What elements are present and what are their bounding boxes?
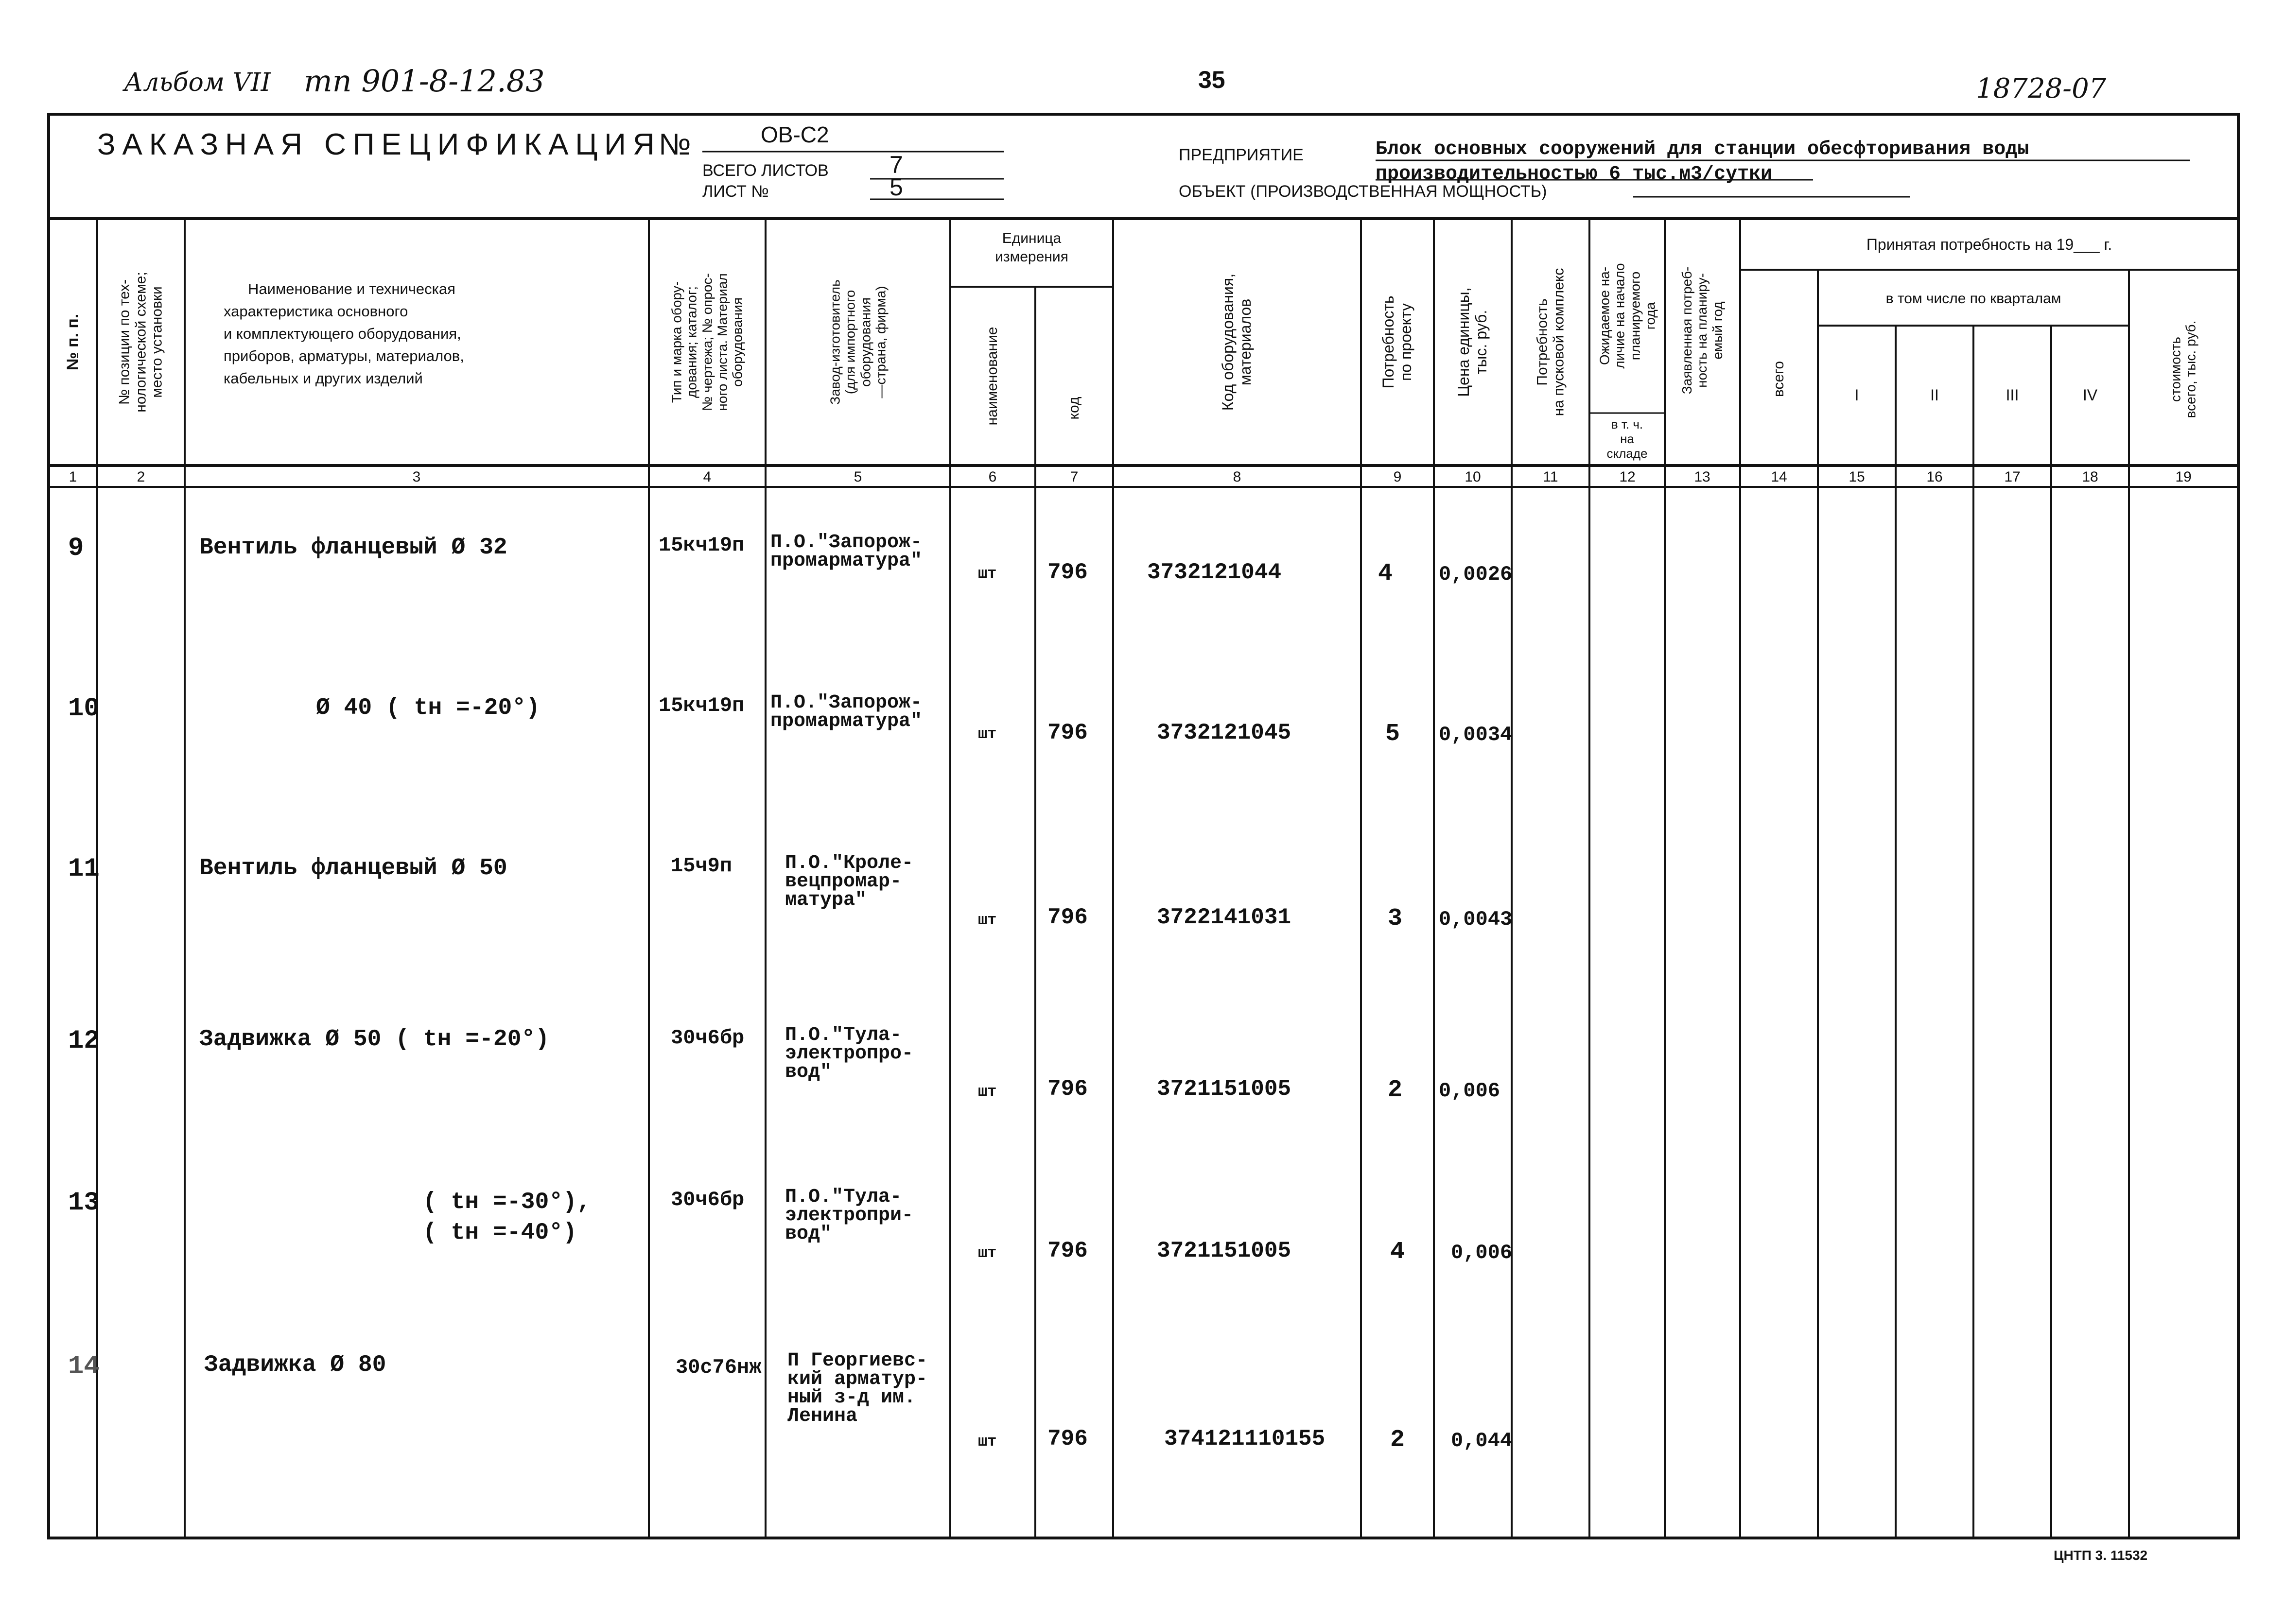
page-number: 35: [1198, 66, 1225, 93]
item-equip-code: 3722141031: [1157, 905, 1291, 930]
col18-header: IV: [2082, 386, 2098, 404]
item-unit: шт: [978, 725, 997, 743]
item-name: ( tн =-30°),: [423, 1189, 591, 1215]
sheet-label: ЛИСТ №: [702, 182, 769, 201]
item-unit-code: 796: [1047, 720, 1088, 745]
enterprise-value: Блок основных сооружений для станции обесфторивания воды: [1376, 138, 2029, 160]
col-number: 11: [1543, 469, 1558, 485]
total-sheets-label: ВСЕГО ЛИСТОВ: [702, 161, 829, 180]
col11-header: Потребность на пусковой комплекс: [1534, 268, 1567, 416]
item-type: 15кч19п: [659, 694, 745, 717]
tp-number: тп 901-8-12.83: [304, 63, 545, 99]
item-maker: П.О."Тула- электропро- вод": [785, 1024, 914, 1083]
total-sheets-value: 7: [890, 151, 903, 178]
col3-header: Наименование и техническая характеристика основного и комплектующего оборудования, приборов, арматуры, материалов, кабельных и других изделий: [224, 280, 464, 387]
object-value: производительностью 6 тыс.м3/сутки: [1376, 163, 1773, 185]
item-qty: 4: [1378, 560, 1393, 587]
col6-header: наименование: [984, 327, 1001, 426]
item-qty: 2: [1388, 1076, 1403, 1104]
col19-header: стоимость всего, тыс. руб.: [2168, 320, 2198, 418]
col-number: 8: [1233, 469, 1241, 485]
item-unit: шт: [978, 911, 997, 929]
item-price: 0,044: [1451, 1429, 1513, 1452]
col12-header-bottom: в т. ч. на складе: [1606, 417, 1648, 461]
item-unit-code: 796: [1047, 1426, 1088, 1451]
col10-header: Цена единицы, тыс. руб.: [1455, 287, 1490, 397]
item-type: 30ч6бр: [671, 1188, 745, 1211]
col-number: 12: [1619, 469, 1636, 485]
col-number: 5: [854, 469, 862, 485]
item-name: Ø 40 ( tн =-20°): [316, 695, 540, 721]
col8-header: Код оборудования, материалов: [1219, 273, 1254, 411]
item-equip-code: 3721151005: [1157, 1238, 1291, 1263]
col-number: 10: [1465, 469, 1481, 485]
sheet-value: 5: [890, 173, 903, 201]
item-name: Задвижка Ø 80: [204, 1352, 386, 1378]
row-number: 14: [68, 1352, 100, 1382]
item-maker: П.О."Тула- электропри- вод": [785, 1186, 914, 1245]
item-type: 30ч6бр: [671, 1026, 745, 1050]
col7-header: код: [1066, 397, 1082, 420]
item-qty: 4: [1390, 1238, 1405, 1266]
col5-header: Завод-изготовитель (для импортного оборудования —страна, фирма): [827, 279, 889, 405]
row-number: 13: [68, 1188, 100, 1218]
item-equip-code: 374121110155: [1164, 1426, 1326, 1451]
row-number: 12: [68, 1026, 100, 1056]
item-price: 0,0034: [1439, 723, 1513, 746]
item-type: 30с76нж: [676, 1356, 762, 1379]
item-name-line2: ( tн =-40°): [423, 1220, 577, 1246]
item-maker: П.О."Запорож- промарматура": [770, 532, 923, 572]
item-type: 15ч9п: [671, 854, 733, 878]
col9-header: Потребность по проекту: [1379, 295, 1414, 389]
item-price: 0,0026: [1439, 563, 1513, 586]
col-number: 1: [69, 469, 77, 485]
col12-header-top: Ожидаемое на- личие на начало планируемого года: [1597, 263, 1658, 369]
spec-number-label: №: [659, 128, 691, 161]
item-maker: П.О."Запорож- промарматура": [770, 692, 923, 732]
item-qty: 5: [1385, 720, 1400, 748]
spec-number-value: ОВ-С2: [761, 122, 829, 147]
footer-stamp: ЦНТП 3. 11532: [2054, 1548, 2148, 1563]
col1-header: № п. п.: [63, 313, 82, 371]
item-equip-code: 3721151005: [1157, 1076, 1291, 1102]
item-unit-code: 796: [1047, 1238, 1088, 1263]
col16-header: II: [1930, 386, 1939, 404]
item-qty: 3: [1388, 905, 1403, 933]
col4-header: Тип и марка обору- дования; каталог; № чертежа; № опрос- ного листа. Материал оборудования: [669, 273, 746, 411]
item-unit: шт: [978, 565, 997, 583]
col-number: 17: [2004, 469, 2021, 485]
item-equip-code: 3732121044: [1147, 560, 1282, 585]
object-label: ОБЪЕКТ (ПРОИЗВОДСТВЕННАЯ МОЩНОСТЬ): [1179, 182, 1547, 201]
inventory-number: 18728-07: [1976, 73, 2107, 104]
form-title: ЗАКАЗНАЯ СПЕЦИФИКАЦИЯ: [97, 128, 662, 161]
item-unit-code: 796: [1047, 560, 1088, 585]
item-unit-code: 796: [1047, 1076, 1088, 1102]
item-maker: П Георгиевс- кий арматур- ный з-д им. Ленина: [787, 1350, 928, 1427]
col-number: 2: [137, 469, 145, 485]
col-number: 4: [703, 469, 712, 485]
col-number: 6: [988, 469, 997, 485]
accepted-group-header: Принятая потребность на 19___ г.: [1866, 236, 2112, 253]
col14-header: всего: [1771, 361, 1787, 397]
item-equip-code: 3732121045: [1157, 720, 1291, 745]
item-name: Вентиль фланцевый Ø 32: [199, 535, 507, 561]
item-price: 0,006: [1451, 1241, 1513, 1264]
item-price: 0,006: [1439, 1079, 1500, 1103]
item-name: Задвижка Ø 50 ( tн =-20°): [199, 1026, 550, 1053]
col-number: 15: [1849, 469, 1865, 485]
col13-header: Заявленная потреб- ность на планиру- емый год: [1679, 266, 1725, 395]
item-unit-code: 796: [1047, 905, 1088, 930]
item-type: 15кч19п: [659, 534, 745, 557]
item-qty: 2: [1390, 1426, 1405, 1454]
col-number: 14: [1771, 469, 1787, 485]
album-label: Альбом VII: [124, 68, 271, 97]
col-number: 19: [2175, 469, 2192, 485]
col-number: 9: [1393, 469, 1402, 485]
item-name: Вентиль фланцевый Ø 50: [199, 855, 507, 881]
item-unit: шт: [978, 1244, 997, 1262]
quarters-group-header: в том числе по кварталам: [1885, 291, 2061, 307]
row-number: 10: [68, 694, 100, 724]
enterprise-label: ПРЕДПРИЯТИЕ: [1179, 146, 1304, 164]
col-number: 7: [1070, 469, 1079, 485]
col-number: 16: [1926, 469, 1943, 485]
col2-header: № позиции по тех- нологической схеме; место установки: [116, 272, 165, 413]
row-number: 9: [68, 534, 84, 563]
item-maker: П.О."Кроле- вецпромар- матура": [785, 852, 914, 911]
item-price: 0,0043: [1439, 908, 1513, 931]
col17-header: III: [2006, 386, 2019, 404]
col-number: 3: [412, 469, 421, 485]
col15-header: I: [1854, 386, 1859, 404]
row-number: 11: [68, 854, 100, 884]
item-unit: шт: [978, 1433, 997, 1451]
unit-group-header: Единица измерения: [995, 230, 1068, 265]
col-number: 18: [2082, 469, 2098, 485]
item-unit: шт: [978, 1083, 997, 1101]
col-number: 13: [1694, 469, 1710, 485]
